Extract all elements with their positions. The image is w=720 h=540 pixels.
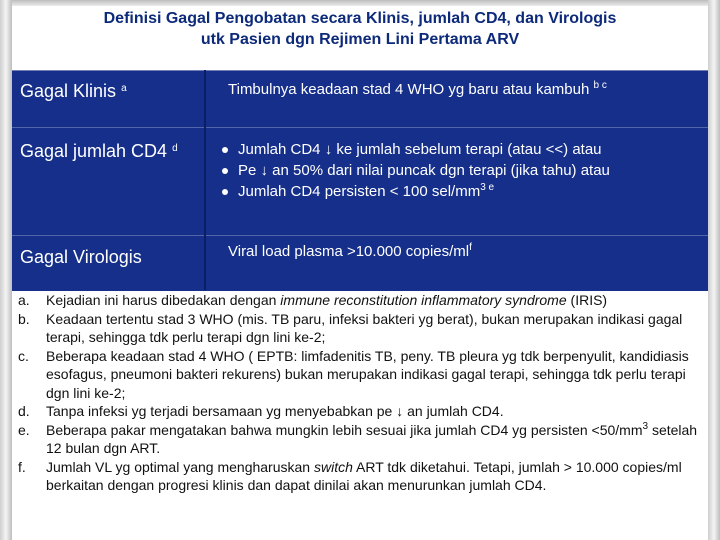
frame-left-border (0, 0, 12, 540)
bullet-icon (222, 189, 228, 195)
bullet-icon (222, 147, 228, 153)
table-row-gagal-cd4 (12, 127, 708, 236)
table-row-gagal-klinis (12, 71, 708, 128)
table-column-divider (204, 70, 206, 290)
footnote-f: f. Jumlah VL yg optimal yang mengharuskan switch ART tdk diketahui. Tetapi, jumlah > 10.000 copies/ml berkaitan dengan progresi klinis dan dapat dinilai akan menurunkan jumlah CD4. (18, 458, 682, 493)
list-item: Pe ↓ an 50% dari nilai puncak dgn terapi (jika tahu) atau (220, 160, 690, 181)
footnotes (18, 291, 708, 495)
bullet-icon (222, 168, 228, 174)
row-label: Gagal Virologis (20, 247, 142, 267)
footnote-b: b. Keadaan tertentu stad 3 WHO (mis. TB paru, infeksi bakteri yg berat), bukan merupakan indikasi gagal terapi, sehingga tdk perlu terapi dgn lini ke-2; (18, 310, 683, 345)
table-row-gagal-virologis (12, 235, 708, 290)
frame-right-border (708, 0, 720, 540)
row-content: Viral load plasma >10.000 copies/$ml^f$ (228, 242, 472, 260)
frame-top-border (0, 0, 720, 6)
slide-title (12, 8, 708, 50)
list-item: Jumlah CD4 ↓ ke jumlah sebelum terapi (atau <<) atau (220, 139, 690, 160)
title-line-1: Definisi Gagal Pengobatan secara Klinis, jumlah CD4, dan Virologis (103, 10, 617, 27)
row-content (220, 139, 690, 202)
footnote-a: a. Kejadian ini harus dibedakan dengan immune reconstitution inflammatory syndrome (IRIS) (18, 292, 608, 308)
list-item: Jumlah CD4 persisten < 100 sel/$mm^{3 e}$ (220, 181, 690, 202)
bullet-list (220, 139, 690, 202)
footnote-d: d. Tanpa infeksi yg terjadi bersamaan yg menyebabkan pe ↓ an jumlah CD4. (18, 403, 504, 419)
row-label: Gagal jumlah CD4 $^d$ (20, 141, 178, 161)
row-content: Timbulnya keadaan stad 4 WHO yg baru atau kambuh $^{b c}$ (228, 80, 607, 98)
row-label: Gagal Klinis $^a$ (20, 81, 127, 101)
footnote-c: c. Beberapa keadaan stad 4 WHO ( EPTB: limfadenitis TB, peny. TB pleura yg tdk berpenyulit, kandidiasis esofagus, pneumoni bakteri rekurens) bukan merupakan indikasi gagal terapi, sehingga tdk perlu terapi dgn lini ke-2; (18, 347, 689, 401)
footnote-e: e. Beberapa pakar mengatakan bahwa mungkin lebih sesuai jika jumlah CD4 yg persisten $<50/mm^3$ setelah 12 bulan dgn ART. (18, 420, 698, 456)
title-line-2: utk Pasien dgn Rejimen Lini Pertama ARV (200, 31, 520, 48)
definition-table (12, 70, 708, 291)
